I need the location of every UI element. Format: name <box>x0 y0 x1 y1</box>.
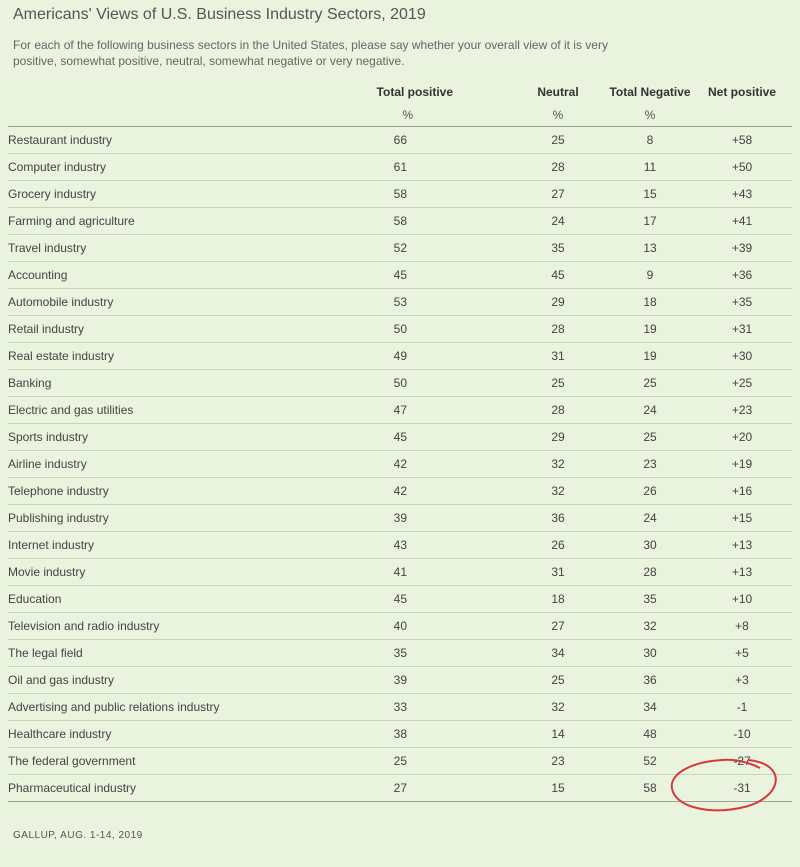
total-negative-cell: 19 <box>608 316 692 343</box>
net-positive-cell: +5 <box>692 640 792 667</box>
net-positive-cell: +43 <box>692 181 792 208</box>
total-positive-cell: 39 <box>308 505 483 532</box>
header-total-negative: Total Negative <box>609 85 691 99</box>
source-note: GALLUP, AUG. 1-14, 2019 <box>13 830 143 841</box>
total-negative-cell: 52 <box>608 748 692 775</box>
net-positive-cell: +20 <box>692 424 792 451</box>
sector-name: Telephone industry <box>8 478 308 505</box>
sector-name: Real estate industry <box>8 343 308 370</box>
table-row <box>8 316 792 343</box>
sector-name: Internet industry <box>8 532 308 559</box>
header-row <box>8 81 792 103</box>
net-positive-cell: +16 <box>692 478 792 505</box>
total-negative-cell: 35 <box>608 586 692 613</box>
neutral-cell: 31 <box>508 343 608 370</box>
spacer-cell <box>483 451 508 478</box>
net-positive-cell: +30 <box>692 343 792 370</box>
spacer-cell <box>483 775 508 802</box>
unit-net-positive <box>692 103 792 127</box>
net-positive-cell: +39 <box>692 235 792 262</box>
neutral-cell: 31 <box>508 559 608 586</box>
table-row <box>8 154 792 181</box>
total-negative-cell: 23 <box>608 451 692 478</box>
neutral-cell: 29 <box>508 424 608 451</box>
table-row <box>8 775 792 802</box>
spacer-cell <box>483 586 508 613</box>
spacer-cell <box>483 181 508 208</box>
neutral-cell: 25 <box>508 667 608 694</box>
question-text: For each of the following business sectors in the United States, please say whether your overall view of it is very positive, somewhat positive, neutral, somewhat negative or very negative. <box>13 38 608 68</box>
sector-name: Publishing industry <box>8 505 308 532</box>
total-negative-cell: 28 <box>608 559 692 586</box>
net-positive-cell: +31 <box>692 316 792 343</box>
total-negative-cell: 34 <box>608 694 692 721</box>
neutral-cell: 14 <box>508 721 608 748</box>
table-row <box>8 478 792 505</box>
spacer-cell <box>483 424 508 451</box>
spacer-cell <box>483 532 508 559</box>
table-row <box>8 370 792 397</box>
total-positive-cell: 39 <box>308 667 483 694</box>
total-positive-cell: 58 <box>308 181 483 208</box>
neutral-cell: 15 <box>508 775 608 802</box>
header-sector <box>8 81 308 103</box>
total-positive-cell: 50 <box>308 370 483 397</box>
total-negative-cell: 17 <box>608 208 692 235</box>
net-positive-cell: +35 <box>692 289 792 316</box>
spacer-cell <box>483 748 508 775</box>
neutral-cell: 32 <box>508 694 608 721</box>
spacer-cell <box>483 667 508 694</box>
total-negative-cell: 11 <box>608 154 692 181</box>
net-positive-cell: +3 <box>692 667 792 694</box>
sector-name: Farming and agriculture <box>8 208 308 235</box>
total-positive-cell: 45 <box>308 586 483 613</box>
net-positive-cell: -1 <box>692 694 792 721</box>
table-row <box>8 127 792 154</box>
total-positive-cell: 66 <box>308 127 483 154</box>
neutral-cell: 28 <box>508 316 608 343</box>
net-positive-cell: +58 <box>692 127 792 154</box>
table-row <box>8 667 792 694</box>
spacer-cell <box>483 721 508 748</box>
unit-sector <box>8 103 308 127</box>
table-row <box>8 181 792 208</box>
table-row <box>8 586 792 613</box>
net-positive-cell: +10 <box>692 586 792 613</box>
sector-name: Advertising and public relations industry <box>8 694 308 721</box>
total-negative-cell: 36 <box>608 667 692 694</box>
neutral-cell: 27 <box>508 613 608 640</box>
total-positive-cell: 42 <box>308 451 483 478</box>
neutral-cell: 45 <box>508 262 608 289</box>
table-row <box>8 748 792 775</box>
spacer-cell <box>483 316 508 343</box>
table-row <box>8 289 792 316</box>
sector-name: Accounting <box>8 262 308 289</box>
spacer-cell <box>483 262 508 289</box>
table-row <box>8 721 792 748</box>
spacer-cell <box>483 343 508 370</box>
sector-name: Travel industry <box>8 235 308 262</box>
neutral-cell: 32 <box>508 478 608 505</box>
table-row <box>8 694 792 721</box>
table-row <box>8 208 792 235</box>
total-positive-cell: 58 <box>308 208 483 235</box>
unit-total-positive: % <box>402 107 413 122</box>
table-row <box>8 262 792 289</box>
table-row <box>8 559 792 586</box>
sector-name: Electric and gas utilities <box>8 397 308 424</box>
total-negative-cell: 30 <box>608 532 692 559</box>
total-positive-cell: 45 <box>308 262 483 289</box>
total-positive-cell: 41 <box>308 559 483 586</box>
total-positive-cell: 50 <box>308 316 483 343</box>
total-negative-cell: 26 <box>608 478 692 505</box>
unit-spacer <box>483 103 508 127</box>
total-negative-cell: 19 <box>608 343 692 370</box>
total-negative-cell: 9 <box>608 262 692 289</box>
total-negative-cell: 13 <box>608 235 692 262</box>
total-negative-cell: 15 <box>608 181 692 208</box>
header-total-positive: Total positive <box>376 85 453 99</box>
total-positive-cell: 45 <box>308 424 483 451</box>
total-positive-cell: 33 <box>308 694 483 721</box>
neutral-cell: 18 <box>508 586 608 613</box>
net-positive-cell: +23 <box>692 397 792 424</box>
neutral-cell: 23 <box>508 748 608 775</box>
total-positive-cell: 35 <box>308 640 483 667</box>
neutral-cell: 28 <box>508 397 608 424</box>
sector-name: Oil and gas industry <box>8 667 308 694</box>
spacer-cell <box>483 505 508 532</box>
neutral-cell: 28 <box>508 154 608 181</box>
total-positive-cell: 42 <box>308 478 483 505</box>
spacer-cell <box>483 559 508 586</box>
neutral-cell: 36 <box>508 505 608 532</box>
chart-title: Americans' Views of U.S. Business Industry Sectors, 2019 <box>13 6 426 23</box>
sector-name: Grocery industry <box>8 181 308 208</box>
total-positive-cell: 40 <box>308 613 483 640</box>
table-row <box>8 532 792 559</box>
sector-name: Education <box>8 586 308 613</box>
net-positive-cell: +8 <box>692 613 792 640</box>
spacer-cell <box>483 289 508 316</box>
spacer-cell <box>483 370 508 397</box>
sector-name: Airline industry <box>8 451 308 478</box>
table-row <box>8 613 792 640</box>
net-positive-cell: +41 <box>692 208 792 235</box>
table-row <box>8 505 792 532</box>
neutral-cell: 25 <box>508 127 608 154</box>
net-positive-cell: +13 <box>692 559 792 586</box>
sector-name: The legal field <box>8 640 308 667</box>
total-positive-cell: 38 <box>308 721 483 748</box>
spacer-cell <box>483 154 508 181</box>
neutral-cell: 32 <box>508 451 608 478</box>
spacer-cell <box>483 127 508 154</box>
neutral-cell: 35 <box>508 235 608 262</box>
sector-views-table <box>8 81 792 802</box>
sector-name: Restaurant industry <box>8 127 308 154</box>
total-negative-cell: 25 <box>608 370 692 397</box>
total-positive-cell: 52 <box>308 235 483 262</box>
sector-name: Pharmaceutical industry <box>8 775 308 802</box>
total-positive-cell: 27 <box>308 775 483 802</box>
spacer-cell <box>483 235 508 262</box>
sector-name: Automobile industry <box>8 289 308 316</box>
spacer-cell <box>483 640 508 667</box>
total-positive-cell: 53 <box>308 289 483 316</box>
table-row <box>8 343 792 370</box>
total-positive-cell: 25 <box>308 748 483 775</box>
total-negative-cell: 58 <box>608 775 692 802</box>
sector-name: Television and radio industry <box>8 613 308 640</box>
units-row <box>8 103 792 127</box>
table-row <box>8 397 792 424</box>
spacer-cell <box>483 397 508 424</box>
total-negative-cell: 25 <box>608 424 692 451</box>
table-row <box>8 640 792 667</box>
total-negative-cell: 24 <box>608 505 692 532</box>
total-negative-cell: 32 <box>608 613 692 640</box>
unit-neutral: % <box>552 107 564 122</box>
net-positive-cell: +15 <box>692 505 792 532</box>
sector-name: Retail industry <box>8 316 308 343</box>
table-row <box>8 424 792 451</box>
spacer-cell <box>483 613 508 640</box>
net-positive-cell: -10 <box>692 721 792 748</box>
table-body <box>8 127 792 802</box>
sector-name: Banking <box>8 370 308 397</box>
total-negative-cell: 24 <box>608 397 692 424</box>
sector-name: Movie industry <box>8 559 308 586</box>
spacer-cell <box>483 208 508 235</box>
sector-name: Computer industry <box>8 154 308 181</box>
unit-total-negative: % <box>644 107 656 122</box>
sector-name: The federal government <box>8 748 308 775</box>
neutral-cell: 29 <box>508 289 608 316</box>
neutral-cell: 25 <box>508 370 608 397</box>
total-negative-cell: 48 <box>608 721 692 748</box>
neutral-cell: 26 <box>508 532 608 559</box>
net-positive-cell: +13 <box>692 532 792 559</box>
header-spacer <box>483 81 508 103</box>
header-net-positive: Net positive <box>707 85 776 99</box>
net-positive-cell: -31 <box>692 775 792 802</box>
neutral-cell: 34 <box>508 640 608 667</box>
total-negative-cell: 8 <box>608 127 692 154</box>
spacer-cell <box>483 694 508 721</box>
net-positive-cell: +19 <box>692 451 792 478</box>
net-positive-cell: +36 <box>692 262 792 289</box>
net-positive-cell: +25 <box>692 370 792 397</box>
net-positive-cell: -27 <box>692 748 792 775</box>
net-positive-cell: +50 <box>692 154 792 181</box>
sector-name: Healthcare industry <box>8 721 308 748</box>
total-positive-cell: 43 <box>308 532 483 559</box>
table-row <box>8 235 792 262</box>
sector-name: Sports industry <box>8 424 308 451</box>
table-row <box>8 451 792 478</box>
spacer-cell <box>483 478 508 505</box>
total-positive-cell: 61 <box>308 154 483 181</box>
total-positive-cell: 47 <box>308 397 483 424</box>
total-negative-cell: 18 <box>608 289 692 316</box>
total-positive-cell: 49 <box>308 343 483 370</box>
neutral-cell: 27 <box>508 181 608 208</box>
header-neutral: Neutral <box>537 85 579 99</box>
total-negative-cell: 30 <box>608 640 692 667</box>
neutral-cell: 24 <box>508 208 608 235</box>
